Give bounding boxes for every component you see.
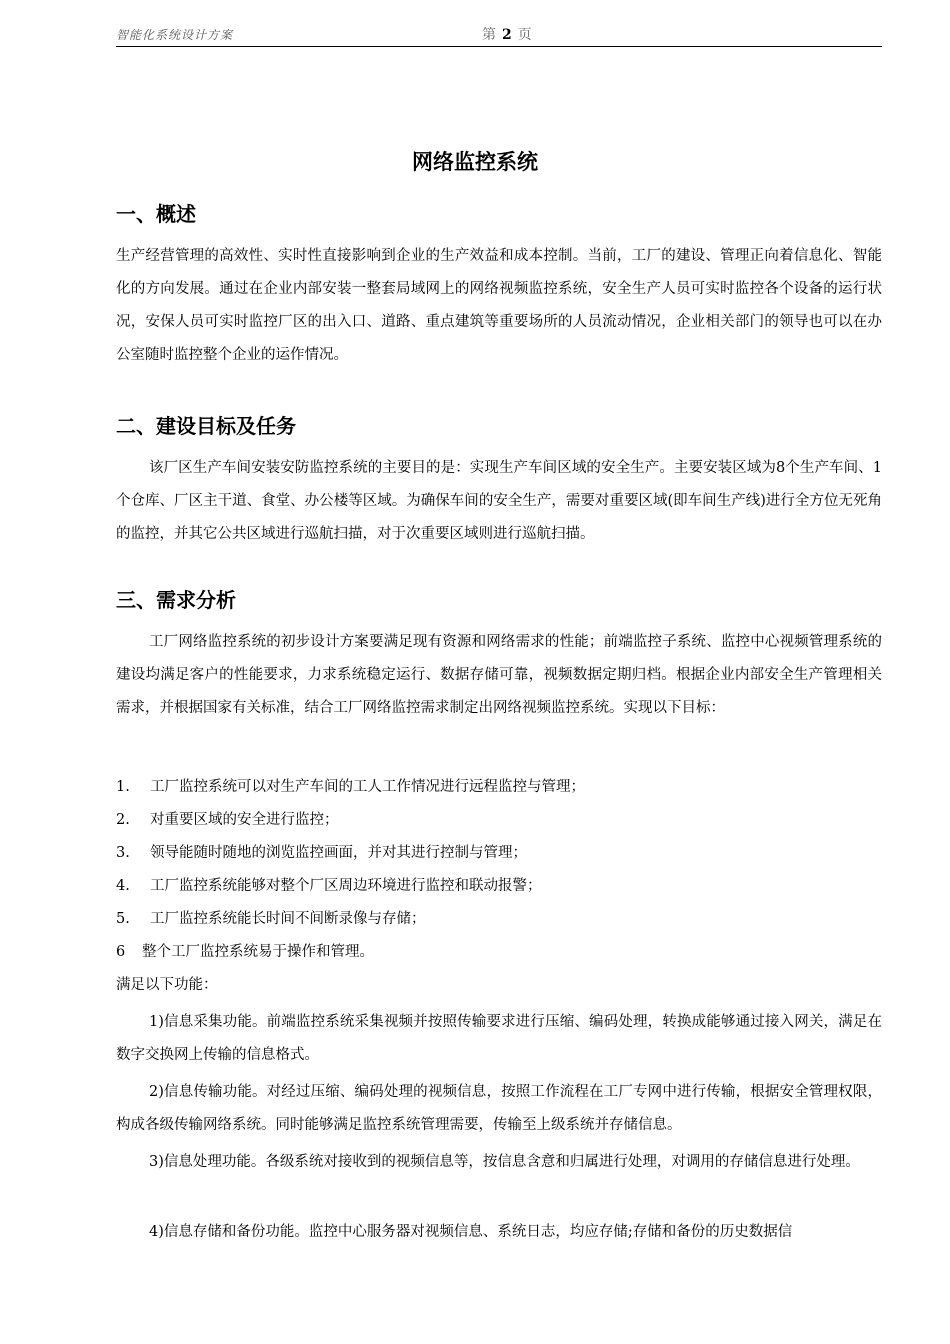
- goal-number: 3.: [116, 845, 130, 861]
- section-heading-requirements: 三、需求分析: [116, 588, 236, 612]
- page-suffix: 页: [517, 27, 532, 43]
- document-title: 网络监控系统: [412, 150, 538, 174]
- goal-list-item: [116, 837, 882, 870]
- function-paragraph: 3)信息处理功能。各级系统对接收到的视频信息等，按信息含意和归属进行处理，对调用的存储信息进行处理。: [149, 1154, 860, 1170]
- page-header: [116, 24, 882, 47]
- section-paragraph-goals: 该厂区生产车间安装安防监控系统的主要目的是：实现生产车间区域的安全生产。主要安装区域为8个生产车间、1个仓库、厂区主干道、食堂、办公楼等区域。为确保车间的安全生产，需要对重要区域(即车间生产线)进行全方位无死角的监控，并其它公共区域进行巡航扫描，对于次重要区域则进行巡航扫描。: [116, 460, 882, 542]
- page-prefix: 第: [482, 27, 496, 43]
- goal-text: 工厂监控系统能长时间不间断录像与存储；: [150, 911, 426, 927]
- goal-number: 4.: [116, 878, 130, 894]
- goal-text: 对重要区域的安全进行监控；: [150, 812, 339, 828]
- header-page-indicator: [482, 24, 532, 44]
- goal-text: 整个工厂监控系统易于操作和管理。: [142, 944, 374, 960]
- goal-number: 6: [116, 944, 126, 960]
- section-paragraph-requirements: 工厂网络监控系统的初步设计方案要满足现有资源和网络需求的性能；前端监控子系统、监控中心视频管理系统的建设均满足客户的性能要求，力求系统稳定运行、数据存储可靠，视频数据定期归档。根据企业内部安全生产管理相关需求，并根据国家有关标准，结合工厂网络监控需求制定出网络视频监控系统。实现以下目标：: [116, 634, 882, 716]
- goal-list-item: [116, 936, 882, 969]
- function-paragraph: 1)信息采集功能。前端监控系统采集视频并按照传输要求进行压缩、编码处理，转换成能够通过接入网关，满足在数字交换网上传输的信息格式。: [116, 1014, 882, 1063]
- function-paragraph: 2)信息传输功能。对经过压缩、编码处理的视频信息，按照工作流程在工厂专网中进行传输，根据安全管理权限，构成各级传输网络系统。同时能够满足监控系统管理需要，传输至上级系统并存储信息。: [116, 1084, 882, 1133]
- goal-number: 1.: [116, 779, 130, 795]
- goal-number: 5.: [116, 911, 130, 927]
- goal-text: 工厂监控系统能够对整个厂区周边环境进行监控和联动报警；: [150, 878, 542, 894]
- goal-list-item: [116, 771, 882, 804]
- goal-list-item: [116, 804, 882, 837]
- section-heading-overview: 一、概述: [116, 202, 196, 226]
- goal-number: 2.: [116, 812, 130, 828]
- header-doc-title: 智能化系统设计方案: [116, 28, 234, 42]
- function-paragraph: 4)信息存储和备份功能。监控中心服务器对视频信息、系统日志，均应存储;存储和备份的历史数据信: [149, 1224, 793, 1240]
- goal-text: 领导能随时随地的浏览监控画面，并对其进行控制与管理；: [150, 845, 527, 861]
- page-number: 2: [502, 27, 512, 43]
- functions-intro: 满足以下功能：: [116, 977, 218, 993]
- section-paragraph-overview: 生产经营管理的高效性、实时性直接影响到企业的生产效益和成本控制。当前，工厂的建设、管理正向着信息化、智能化的方向发展。通过在企业内部安装一整套局域网上的网络视频监控系统，安全生产人员可实时监控各个设备的运行状况，安保人员可实时监控厂区的出入口、道路、重点建筑等重要场所的人员流动情况，企业相关部门的领导也可以在办公室随时监控整个企业的运作情况。: [116, 248, 882, 363]
- goal-list-item: [116, 870, 882, 903]
- goal-text: 工厂监控系统可以对生产车间的工人工作情况进行远程监控与管理；: [150, 779, 585, 795]
- goal-list-item: [116, 903, 882, 936]
- section-heading-goals: 二、建设目标及任务: [116, 414, 296, 438]
